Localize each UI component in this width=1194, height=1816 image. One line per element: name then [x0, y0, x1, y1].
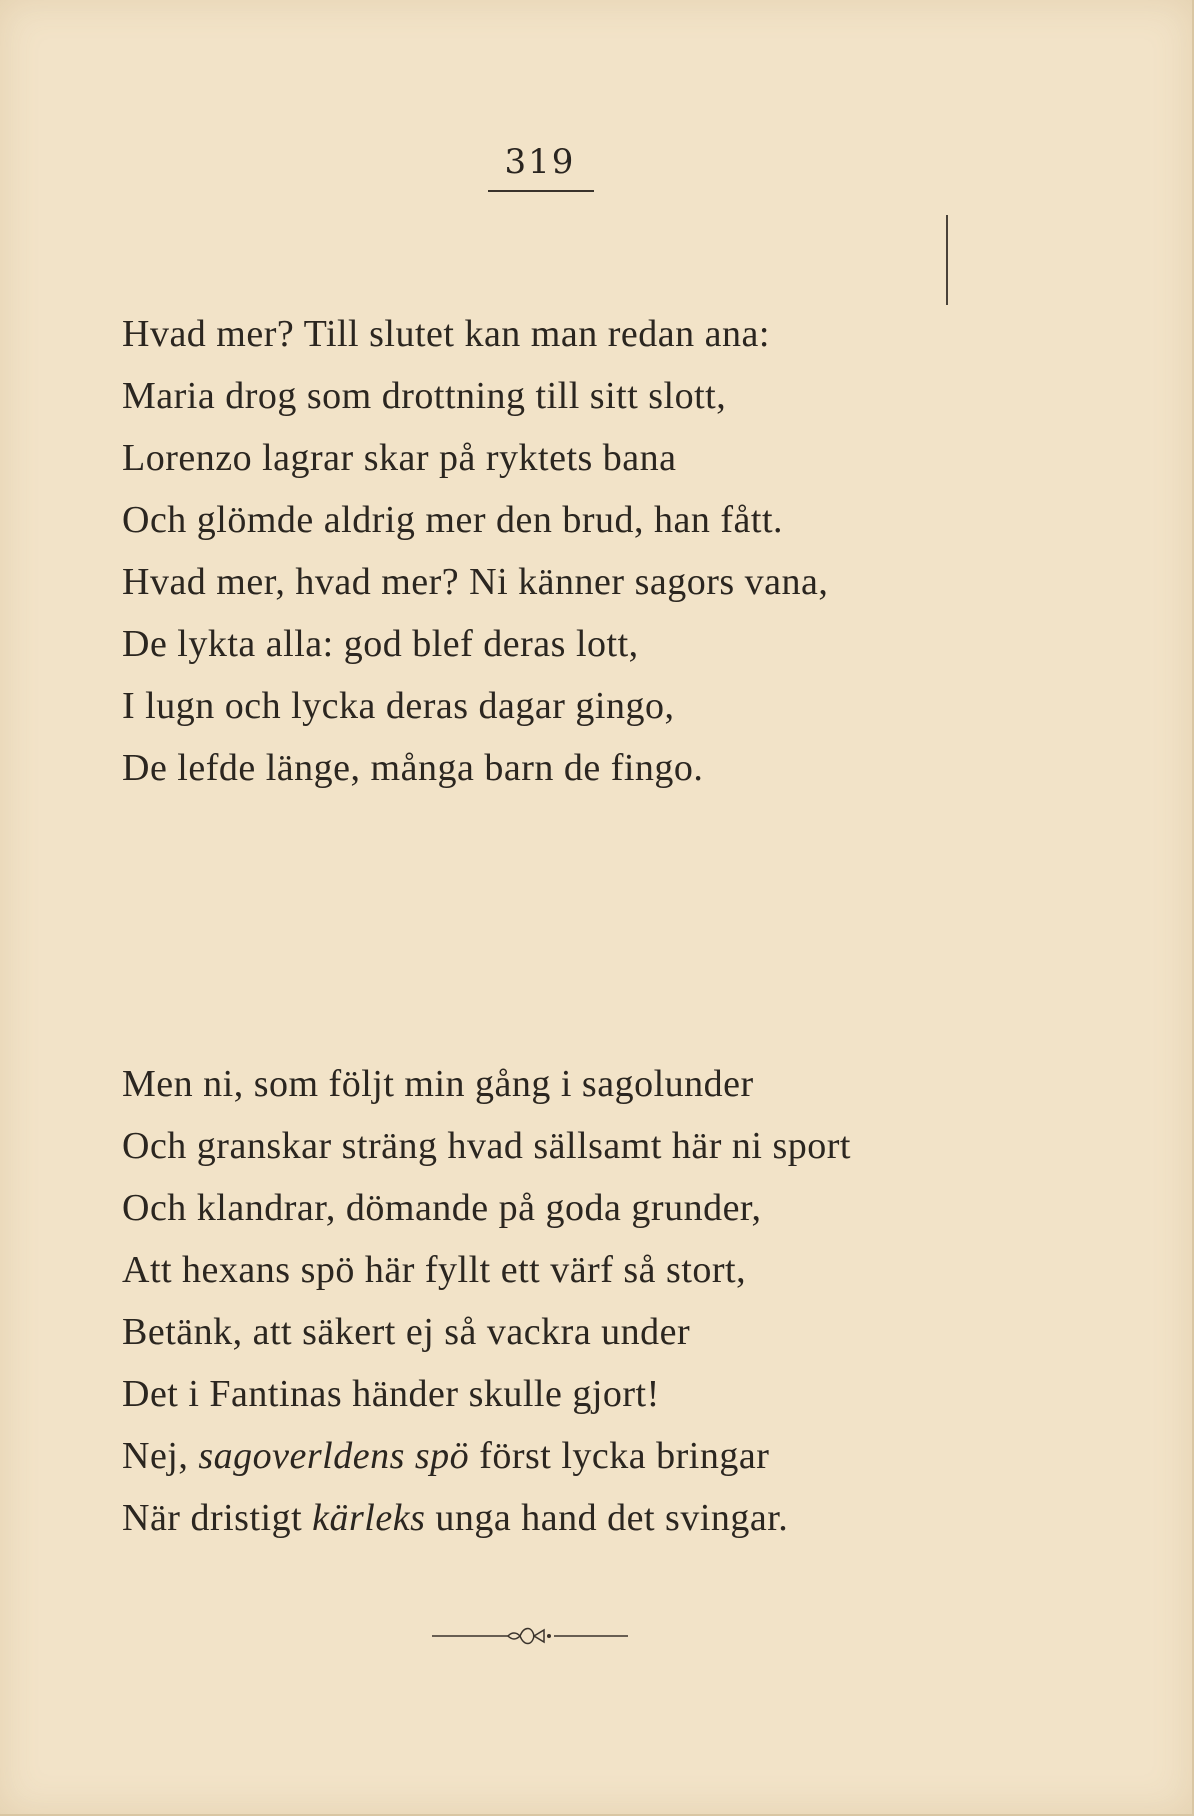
verse-line: De lefde länge, många barn de fingo. — [122, 747, 704, 789]
verse-line: Hvad mer? Till slutet kan man redan ana: — [122, 313, 770, 355]
verse-line: Men ni, som följt min gång i sagolunder — [122, 1063, 754, 1105]
verse-line: Betänk, att säkert ej så vackra under — [122, 1311, 691, 1353]
verse-italic-text: kärleks — [312, 1497, 426, 1539]
verse-line: Och glömde aldrig mer den brud, han fått. — [122, 499, 784, 541]
verse-line: De lykta alla: god blef deras lott, — [122, 623, 639, 665]
verse-line-italic-mixed — [122, 1487, 851, 1549]
stanza-2 — [122, 1053, 851, 1549]
stanza-1 — [122, 303, 828, 799]
verse-text: först lycka bringar — [469, 1435, 770, 1477]
verse-line: Det i Fantinas händer skulle gjort! — [122, 1373, 660, 1415]
margin-mark — [946, 215, 948, 305]
verse-line: Och granskar sträng hvad sällsamt här ni sport — [122, 1125, 851, 1167]
verse-line: Hvad mer, hvad mer? Ni känner sagors vana, — [122, 561, 829, 603]
verse-italic-text: sagoverldens spö — [198, 1435, 470, 1477]
verse-line: I lugn och lycka deras dagar gingo, — [122, 685, 675, 727]
verse-line: Och klandrar, dömande på goda grunder, — [122, 1187, 762, 1229]
page-number-rule — [488, 190, 594, 192]
verse-text: unga hand det svingar. — [425, 1497, 789, 1539]
page-number: 319 — [504, 142, 576, 182]
tailpiece-ornament-icon — [430, 1622, 630, 1650]
verse-line: Lorenzo lagrar skar på ryktets bana — [122, 437, 677, 479]
verse-line: Att hexans spö här fyllt ett värf så stort, — [122, 1249, 747, 1291]
verse-text: När dristigt — [122, 1497, 313, 1539]
verse-text: Nej, — [122, 1435, 199, 1477]
verse-line: Maria drog som drottning till sitt slott, — [122, 375, 727, 417]
verse-line-italic-mixed — [122, 1425, 851, 1487]
